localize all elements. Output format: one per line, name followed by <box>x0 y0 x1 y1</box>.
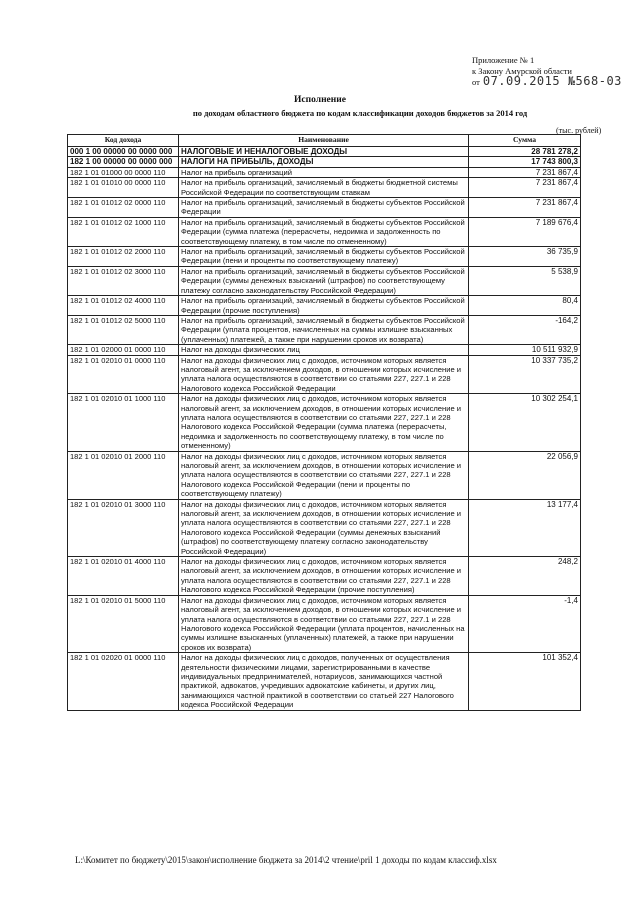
name-cell: Налог на прибыль организаций, зачисляемый в бюджеты субъектов Российской Федерации <box>179 198 469 218</box>
table-row <box>68 451 581 499</box>
appendix-date-stamp: 07.09.2015 №568-03 <box>482 74 622 88</box>
table-row <box>68 167 581 177</box>
header-sum: Сумма <box>469 135 581 147</box>
table-row <box>68 499 581 556</box>
name-cell: Налог на прибыль организаций, зачисляемый в бюджеты субъектов Российской Федерации (уплата процентов, начисленных на суммы излишне взысканных (уплаченных) платежей, а также при нарушении сроков их возврата) <box>179 315 469 344</box>
revenue-table <box>67 134 581 711</box>
name-cell: Налог на доходы физических лиц с доходов, полученных от осуществления деятельности физическими лицами, зарегистрированными в качестве индивидуальных предпринимателей, нотариусов, занимающихся частной практикой, адвокатов, учредивших адвокатские кабинеты, и других лиц, занимающихся частной практикой в соответствии со статьей 227 Налогового кодекса Российской Федерации <box>179 653 469 710</box>
appendix-line-1: Приложение № 1 <box>472 55 535 65</box>
code-cell: 182 1 01 02010 01 0000 110 <box>68 355 179 394</box>
sum-cell: 80,4 <box>469 296 581 316</box>
header-code: Код дохода <box>68 135 179 147</box>
sum-cell: 36 735,9 <box>469 247 581 267</box>
document-subtitle: по доходам областного бюджета по кодам классификации доходов бюджетов за 2014 год <box>192 108 528 118</box>
name-cell: Налог на прибыль организаций, зачисляемый в бюджеты субъектов Российской Федерации (суммы денежных взысканий (штрафов) по соответствующему платежу согласно законодательству Российской Федерации) <box>179 266 469 295</box>
table-row <box>68 247 581 267</box>
sum-cell: 248,2 <box>469 557 581 596</box>
code-cell: 182 1 01 01012 02 4000 110 <box>68 296 179 316</box>
sum-cell: 101 352,4 <box>469 653 581 710</box>
sum-cell: 7 231 867,4 <box>469 178 581 198</box>
name-cell: Налог на прибыль организаций, зачисляемый в бюджеты субъектов Российской Федерации (пени и проценты по соответствующему платежу) <box>179 247 469 267</box>
sum-cell: 7 231 867,4 <box>469 167 581 177</box>
name-cell: Налог на доходы физических лиц с доходов, источником которых является налоговый агент, за исключением доходов, в отношении которых исчисление и уплата налога осуществляются в соответствии со статьями 227, 227.1 и 228 Налогового кодекса Российской Федерации (пени и проценты по соответствующему платежу) <box>179 451 469 499</box>
sum-cell: 28 781 278,2 <box>469 147 581 157</box>
name-cell: НАЛОГОВЫЕ И НЕНАЛОГОВЫЕ ДОХОДЫ <box>179 147 469 157</box>
code-cell: 182 1 01 01012 02 1000 110 <box>68 217 179 246</box>
table-row <box>68 345 581 355</box>
sum-cell: 17 743 800,3 <box>469 157 581 167</box>
appendix-line-3 <box>472 76 622 88</box>
header-name: Наименование <box>179 135 469 147</box>
table-row <box>68 557 581 596</box>
table-row <box>68 217 581 246</box>
code-cell: 182 1 01 01012 02 2000 110 <box>68 247 179 267</box>
name-cell: Налог на доходы физических лиц с доходов, источником которых является налоговый агент, за исключением доходов, в отношении которых исчисление и уплата налога осуществляются в соответствии со статьями 227, 227.1 и 228 Налогового кодекса Российской Федерации (суммы денежных взысканий (штрафов) по соответствующему платежу согласно законодательству Российской Федерации) <box>179 499 469 556</box>
code-cell: 182 1 01 01012 02 0000 110 <box>68 198 179 218</box>
name-cell: Налог на доходы физических лиц с доходов, источником которых является налоговый агент, за исключением доходов, в отношении которых исчисление и уплата налога осуществляются в соответствии со статьями 227, 227.1 и 228 Налогового кодекса Российской Федерации (уплата процентов, начисленных на суммы излишне взысканных (уплаченных) платежей, а также при нарушении сроков их возврата) <box>179 595 469 652</box>
table-row <box>68 157 581 167</box>
appendix-line-2: к Закону Амурской области <box>472 65 572 76</box>
file-path-footer: L:\Комитет по бюджету\2015\закон\исполнение бюджета за 2014\2 чтение\pril 1 доходы по кодам классиф.xlsx <box>75 855 497 865</box>
table-row <box>68 315 581 344</box>
name-cell: Налог на доходы физических лиц с доходов, источником которых является налоговый агент, за исключением доходов, в отношении которых исчисление и уплата налога осуществляются в соответствии со статьями 227, 227.1 и 228 Налогового кодекса Российской Федерации (прочие поступления) <box>179 557 469 596</box>
table-row <box>68 296 581 316</box>
units-label: (тыс. рублей) <box>556 126 602 135</box>
code-cell: 182 1 01 02010 01 5000 110 <box>68 595 179 652</box>
name-cell: Налог на доходы физических лиц с доходов, источником которых является налоговый агент, за исключением доходов, в отношении которых исчисление и уплата налога осуществляются в соответствии со статьями 227, 227.1 и 228 Налогового кодекса Российской Федерации (сумма платежа (перерасчеты, недоимка и задолженность по соответствующему платежу, в том числе по отмененному) <box>179 394 469 451</box>
sum-cell: -164,2 <box>469 315 581 344</box>
name-cell: Налог на прибыль организаций <box>179 167 469 177</box>
code-cell: 182 1 01 02000 01 0000 110 <box>68 345 179 355</box>
name-cell: НАЛОГИ НА ПРИБЫЛЬ, ДОХОДЫ <box>179 157 469 167</box>
code-cell: 182 1 01 02010 01 2000 110 <box>68 451 179 499</box>
code-cell: 182 1 01 02010 01 4000 110 <box>68 557 179 596</box>
code-cell: 182 1 01 01012 02 5000 110 <box>68 315 179 344</box>
name-cell: Налог на доходы физических лиц <box>179 345 469 355</box>
table-row <box>68 198 581 218</box>
appendix-date-prefix: от <box>472 77 480 87</box>
code-cell: 182 1 01 01010 00 0000 110 <box>68 178 179 198</box>
code-cell: 182 1 01 01012 02 3000 110 <box>68 266 179 295</box>
table-row <box>68 147 581 157</box>
table-row <box>68 266 581 295</box>
table-row <box>68 595 581 652</box>
code-cell: 182 1 01 01000 00 0000 110 <box>68 167 179 177</box>
table-header-row <box>68 135 581 147</box>
sum-cell: 22 056,9 <box>469 451 581 499</box>
sum-cell: 7 189 676,4 <box>469 217 581 246</box>
table-row <box>68 355 581 394</box>
sum-cell: -1,4 <box>469 595 581 652</box>
appendix-block <box>472 55 622 88</box>
table-body <box>68 147 581 711</box>
sum-cell: 13 177,4 <box>469 499 581 556</box>
table-row <box>68 178 581 198</box>
code-cell: 000 1 00 00000 00 0000 000 <box>68 147 179 157</box>
name-cell: Налог на прибыль организаций, зачисляемый в бюджеты субъектов Российской Федерации (прочие поступления) <box>179 296 469 316</box>
sum-cell: 5 538,9 <box>469 266 581 295</box>
sum-cell: 10 302 254,1 <box>469 394 581 451</box>
code-cell: 182 1 01 02010 01 3000 110 <box>68 499 179 556</box>
sum-cell: 7 231 867,4 <box>469 198 581 218</box>
table-row <box>68 653 581 710</box>
sum-cell: 10 337 735,2 <box>469 355 581 394</box>
code-cell: 182 1 00 00000 00 0000 000 <box>68 157 179 167</box>
name-cell: Налог на прибыль организаций, зачисляемый в бюджеты бюджетной системы Российской Федерации по соответствующим ставкам <box>179 178 469 198</box>
code-cell: 182 1 01 02010 01 1000 110 <box>68 394 179 451</box>
document-title: Исполнение <box>294 95 346 105</box>
code-cell: 182 1 01 02020 01 0000 110 <box>68 653 179 710</box>
table-row <box>68 394 581 451</box>
sum-cell: 10 511 932,9 <box>469 345 581 355</box>
name-cell: Налог на доходы физических лиц с доходов, источником которых является налоговый агент, за исключением доходов, в отношении которых исчисление и уплата налога осуществляются в соответствии со статьями 227, 227.1 и 228 Налогового кодекса Российской Федерации <box>179 355 469 394</box>
name-cell: Налог на прибыль организаций, зачисляемый в бюджеты субъектов Российской Федерации (сумма платежа (перерасчеты, недоимка и задолженность по соответствующему платежу, в том числе по отмененному) <box>179 217 469 246</box>
